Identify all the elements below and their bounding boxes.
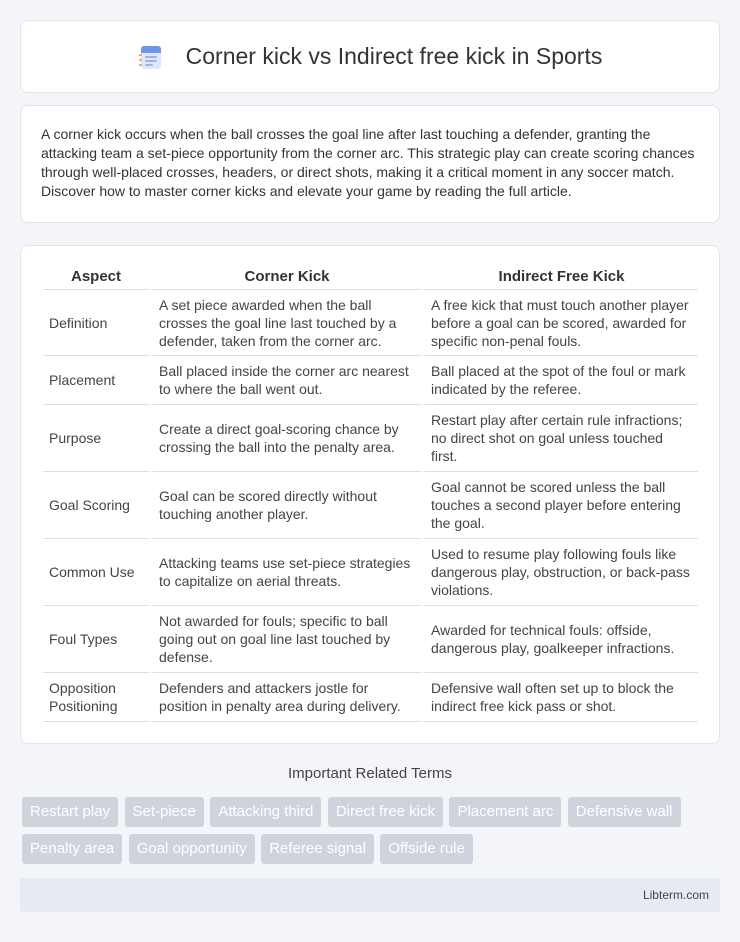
row-corner-kick: Attacking teams use set-piece strategies to capitalize on aerial threats. — [149, 539, 421, 606]
table-row — [43, 356, 698, 405]
row-indirect-free-kick: A free kick that must touch another player before a goal can be scored, awarded for specific non-penal fouls. — [421, 290, 698, 356]
row-corner-kick: Goal can be scored directly without touching another player. — [149, 472, 421, 539]
row-indirect-free-kick: Goal cannot be scored unless the ball touches a second player before entering the goal. — [421, 472, 698, 539]
row-indirect-free-kick: Awarded for technical fouls: offside, dangerous play, goalkeeper infractions. — [421, 606, 698, 673]
term-tag[interactable]: Defensive wall — [568, 797, 681, 827]
term-tag[interactable]: Attacking third — [210, 797, 321, 827]
table-row — [43, 472, 698, 539]
header-card — [20, 20, 720, 93]
related-terms-title: Important Related Terms — [288, 765, 452, 782]
row-corner-kick: A set piece awarded when the ball crosses the goal line last touched by a defender, taken from the corner arc. — [149, 290, 421, 356]
table-row — [43, 673, 698, 722]
term-tag[interactable]: Goal opportunity — [129, 834, 255, 864]
row-aspect: Purpose — [43, 405, 149, 472]
row-corner-kick: Ball placed inside the corner arc nearest to where the ball went out. — [149, 356, 421, 405]
page-title: Corner kick vs Indirect free kick in Sports — [185, 43, 603, 69]
comparison-table-card — [20, 245, 720, 744]
document-icon — [138, 44, 164, 70]
row-aspect: Foul Types — [43, 606, 149, 673]
row-aspect: Placement — [43, 356, 149, 405]
row-indirect-free-kick: Restart play after certain rule infractions; no direct shot on goal unless touched first. — [421, 405, 698, 472]
header-corner-kick: Corner Kick — [149, 264, 421, 290]
table-header-row — [43, 264, 698, 290]
row-aspect: Definition — [43, 290, 149, 356]
row-indirect-free-kick: Defensive wall often set up to block the indirect free kick pass or shot. — [421, 673, 698, 722]
row-aspect: Goal Scoring — [43, 472, 149, 539]
related-terms-list — [22, 797, 722, 871]
row-aspect: Common Use — [43, 539, 149, 606]
term-tag[interactable]: Penalty area — [22, 834, 122, 864]
table-row — [43, 539, 698, 606]
row-indirect-free-kick: Ball placed at the spot of the foul or mark indicated by the referee. — [421, 356, 698, 405]
term-tag[interactable]: Restart play — [22, 797, 118, 827]
row-indirect-free-kick: Used to resume play following fouls like dangerous play, obstruction, or back-pass violations. — [421, 539, 698, 606]
intro-paragraph: A corner kick occurs when the ball crosses the goal line after last touching a defender, granting the attacking team a set-piece opportunity from the corner arc. This strategic play can create scoring chances through well-placed crosses, headers, or direct shots, making it a critical moment in any soccer match. Discover how to master corner kicks and elevate your game by reading the full article. — [41, 126, 695, 199]
term-tag[interactable]: Set-piece — [125, 797, 204, 827]
row-aspect: Opposition Positioning — [43, 673, 149, 722]
term-tag[interactable]: Direct free kick — [328, 797, 443, 827]
header-aspect: Aspect — [43, 264, 149, 290]
intro-card — [20, 105, 720, 223]
row-corner-kick: Not awarded for fouls; specific to ball going out on goal line last touched by defense. — [149, 606, 421, 673]
table-row — [43, 290, 698, 356]
row-corner-kick: Create a direct goal-scoring chance by crossing the ball into the penalty area. — [149, 405, 421, 472]
comparison-table — [43, 264, 698, 722]
table-row — [43, 405, 698, 472]
footer — [20, 878, 720, 912]
header-indirect-free-kick: Indirect Free Kick — [421, 264, 698, 290]
row-corner-kick: Defenders and attackers jostle for position in penalty area during delivery. — [149, 673, 421, 722]
term-tag[interactable]: Placement arc — [449, 797, 561, 827]
table-row — [43, 606, 698, 673]
term-tag[interactable]: Referee signal — [261, 834, 374, 864]
term-tag[interactable]: Offside rule — [380, 834, 472, 864]
footer-site-link[interactable]: Libterm.com — [642, 888, 709, 902]
